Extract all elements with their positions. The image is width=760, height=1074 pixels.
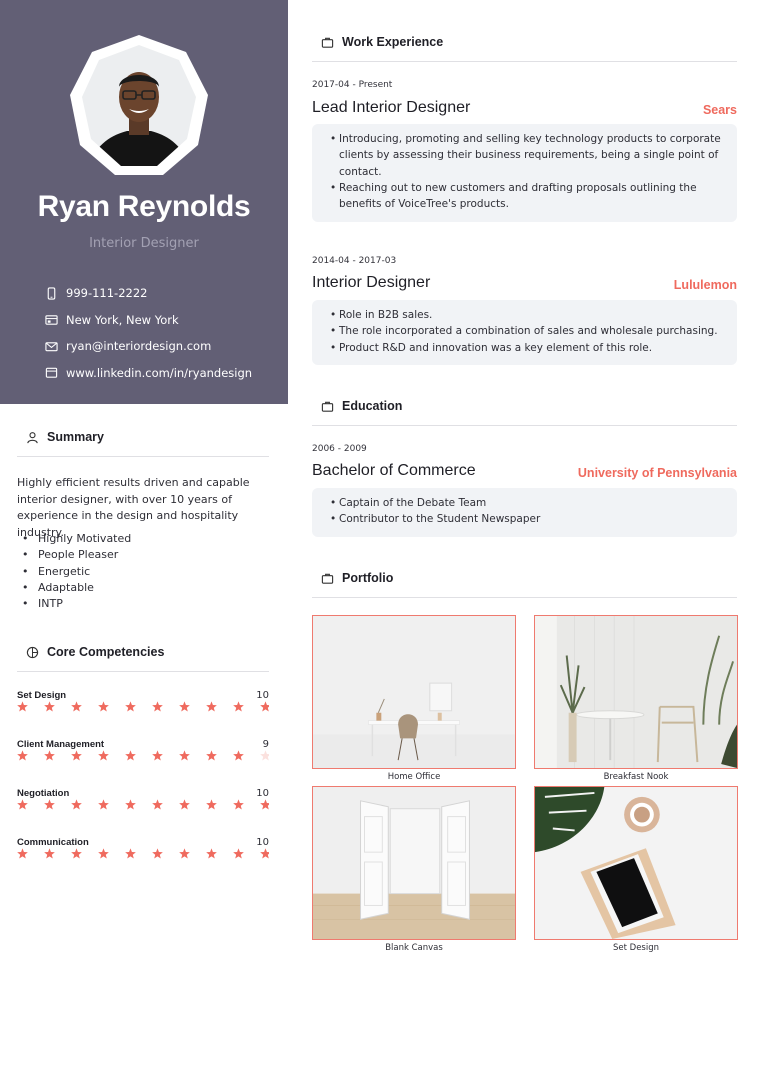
skill-label: Communication	[17, 837, 89, 848]
list-item: • Contributor to the Student Newspaper	[330, 511, 723, 527]
star-filled-icon	[71, 750, 82, 760]
contact-location	[44, 307, 284, 334]
list-item: • Adaptable	[17, 580, 131, 596]
list-item: • Role in B2B sales.	[330, 307, 723, 323]
divider	[312, 597, 737, 598]
list-item: • Energetic	[17, 564, 131, 580]
trait-list	[17, 531, 131, 612]
star-filled-icon	[125, 701, 136, 711]
star-filled-icon	[152, 848, 163, 858]
skill-client-management	[17, 739, 269, 773]
education-heading-text: Education	[342, 399, 403, 413]
star-rating	[17, 847, 269, 861]
job-details	[312, 300, 737, 365]
star-rating	[17, 749, 269, 763]
list-item: • Introducing, promoting and selling key technology products to corporate clients by assessing their business requirements, being a single point of contact.	[330, 131, 723, 180]
summary-text: Highly efficient results driven and capable interior designer, with over 10 years of experience in the design and hospitality industry.	[17, 476, 250, 539]
divider	[312, 61, 737, 62]
email-icon	[44, 339, 58, 353]
divider	[17, 456, 269, 457]
star-filled-icon	[17, 701, 28, 711]
portfolio-heading-text: Portfolio	[342, 571, 394, 585]
star-rating	[17, 798, 269, 812]
job-details	[312, 124, 737, 222]
list-item: • Product R&D and innovation was a key element of this role.	[330, 340, 723, 356]
education-heading	[320, 399, 402, 413]
star-filled-icon	[152, 750, 163, 760]
education-degree: Bachelor of Commerce	[312, 462, 476, 479]
contact-list	[44, 280, 284, 386]
star-filled-icon	[125, 799, 136, 809]
star-filled-icon	[71, 848, 82, 858]
skill-negotiation	[17, 788, 269, 822]
skill-label: Client Management	[17, 739, 105, 750]
summary-heading-text: Summary	[47, 430, 104, 444]
star-filled-icon	[44, 799, 55, 809]
star-filled-icon	[260, 848, 269, 858]
star-filled-icon	[44, 848, 55, 858]
contact-phone[interactable]	[44, 280, 284, 307]
job-company: Lululemon	[673, 278, 737, 292]
work-heading-text: Work Experience	[342, 35, 444, 49]
star-filled-icon	[44, 750, 55, 760]
skill-score: 10	[256, 788, 269, 799]
briefcase-icon	[320, 399, 334, 413]
list-item: • The role incorporated a combination of sales and wholesale purchasing.	[330, 323, 723, 339]
briefcase-icon	[320, 35, 334, 49]
job-date: 2014-04 - 2017-03	[312, 256, 397, 266]
star-filled-icon	[206, 799, 217, 809]
star-filled-icon	[152, 701, 163, 711]
star-filled-icon	[260, 799, 269, 809]
star-filled-icon	[179, 701, 190, 711]
profile-role: Interior Designer	[89, 236, 199, 251]
divider	[17, 671, 269, 672]
star-filled-icon	[125, 750, 136, 760]
job-date: 2017-04 - Present	[312, 80, 393, 90]
portfolio-caption: Blank Canvas	[385, 943, 443, 953]
star-filled-icon	[98, 750, 109, 760]
portfolio-caption: Home Office	[387, 772, 441, 782]
divider	[312, 425, 737, 426]
list-item: • People Pleaser	[17, 547, 131, 563]
contact-phone-text: 999-111-2222	[66, 286, 148, 301]
profile-header	[0, 0, 288, 404]
star-filled-icon	[206, 701, 217, 711]
skill-label: Set Design	[17, 690, 67, 701]
star-filled-icon	[233, 799, 244, 809]
job-company: Sears	[702, 103, 737, 117]
avatar	[67, 35, 211, 179]
location-icon	[44, 313, 58, 327]
profile-name: Ryan Reynolds	[37, 190, 251, 223]
portfolio-image-blank-canvas[interactable]	[312, 786, 516, 940]
education-details	[312, 488, 737, 537]
star-filled-icon	[17, 799, 28, 809]
star-filled-icon	[44, 701, 55, 711]
competencies-heading	[25, 645, 164, 659]
contact-email-text: ryan@interiordesign.com	[66, 339, 212, 354]
phone-icon	[44, 286, 58, 300]
star-filled-icon	[71, 799, 82, 809]
star-empty-icon	[260, 750, 269, 760]
portfolio-image-set-design[interactable]	[534, 786, 738, 940]
star-filled-icon	[206, 750, 217, 760]
star-filled-icon	[179, 848, 190, 858]
star-filled-icon	[71, 701, 82, 711]
briefcase-icon	[320, 571, 334, 585]
contact-linkedin[interactable]	[44, 360, 284, 387]
portfolio-image-breakfast-nook[interactable]	[534, 615, 738, 769]
contact-location-text: New York, New York	[66, 312, 179, 327]
star-filled-icon	[152, 799, 163, 809]
education-school: University of Pennsylvania	[577, 466, 737, 480]
skill-label: Negotiation	[17, 788, 70, 799]
star-rating	[17, 700, 269, 714]
sidebar	[0, 0, 288, 1074]
star-filled-icon	[233, 750, 244, 760]
skill-score: 10	[256, 837, 269, 848]
list-item: • Captain of the Debate Team	[330, 495, 723, 511]
star-filled-icon	[125, 848, 136, 858]
portfolio-heading	[320, 571, 393, 585]
skill-score: 9	[262, 739, 269, 750]
star-filled-icon	[98, 799, 109, 809]
portfolio-image-home-office[interactable]	[312, 615, 516, 769]
star-filled-icon	[206, 848, 217, 858]
work-heading	[320, 35, 443, 49]
portfolio-caption: Breakfast Nook	[603, 772, 669, 782]
contact-linkedin-text: www.linkedin.com/in/ryandesign	[66, 365, 253, 380]
pie-chart-icon	[25, 645, 39, 659]
linkedin-icon	[44, 366, 58, 380]
job-title: Lead Interior Designer	[312, 99, 471, 116]
competencies-heading-text: Core Competencies	[47, 645, 165, 659]
summary-heading	[25, 430, 104, 444]
education-date: 2006 - 2009	[312, 444, 367, 454]
star-filled-icon	[179, 750, 190, 760]
star-filled-icon	[17, 848, 28, 858]
portfolio-caption: Set Design	[612, 943, 659, 953]
star-filled-icon	[17, 750, 28, 760]
list-item: • Highly Motivated	[17, 531, 131, 547]
star-filled-icon	[233, 848, 244, 858]
skill-score: 10	[256, 690, 269, 701]
job-title: Interior Designer	[312, 274, 431, 291]
skill-set-design	[17, 690, 269, 724]
skill-communication	[17, 837, 269, 871]
user-icon	[25, 430, 39, 444]
contact-email[interactable]	[44, 333, 284, 360]
star-filled-icon	[98, 701, 109, 711]
star-filled-icon	[233, 701, 244, 711]
list-item: • INTP	[17, 596, 131, 612]
list-item: • Reaching out to new customers and drafting proposals outlining the benefits of VoiceTree's products.	[330, 180, 723, 213]
star-filled-icon	[179, 799, 190, 809]
star-filled-icon	[260, 701, 269, 711]
star-filled-icon	[98, 848, 109, 858]
